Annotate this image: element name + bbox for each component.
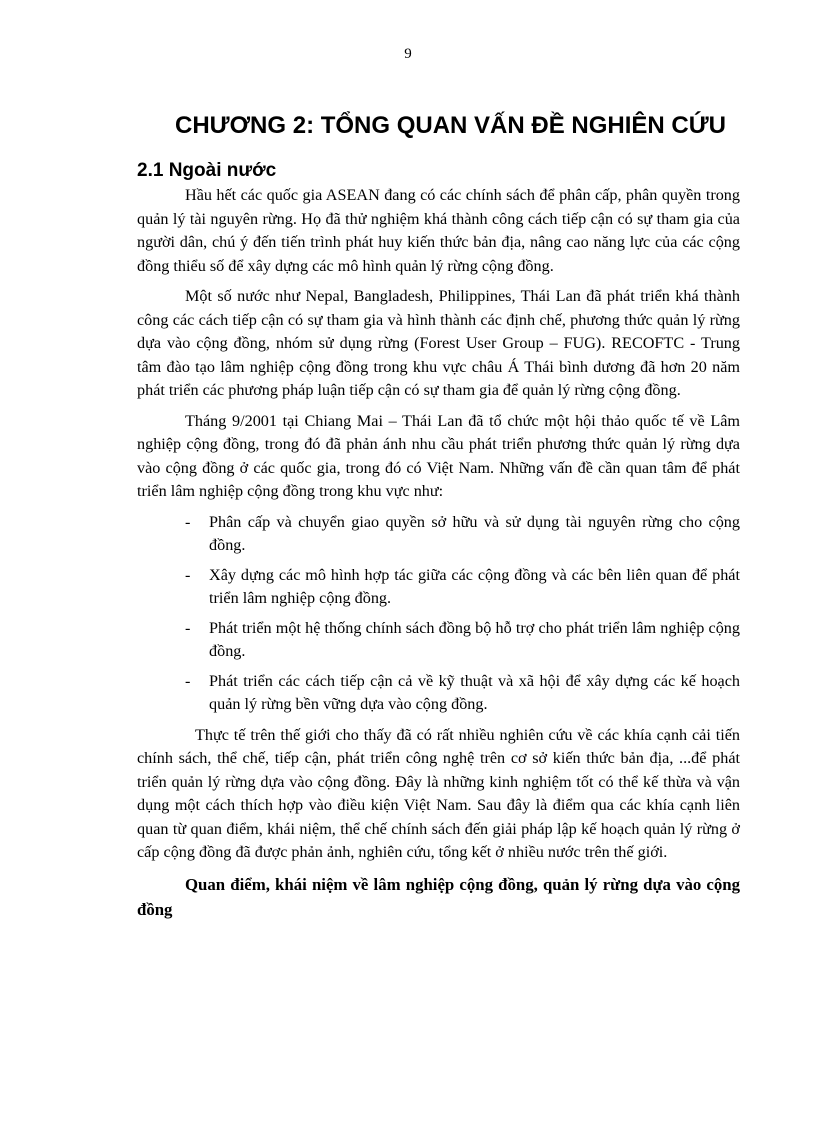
bullet-dash: -: [185, 565, 191, 584]
list-item: [137, 670, 740, 717]
bullet-dash: -: [185, 671, 191, 690]
paragraph: Thực tế trên thế giới cho thấy đã có rất nhiều nghiên cứu về các khía cạnh cải tiến chính sách, thể chế, tiếp cận, phát triển công nghệ trên cơ sở kiến thức bản địa, ...để phát triển quản lý rừng dựa vào cộng đồng. Đây là những kinh nghiệm tốt có thể kế thừa và vận dụng một cách thích hợp vào điều kiện Việt Nam. Sau đây là điểm qua các khía cạnh liên quan từ quan điểm, khái niệm, thể chế chính sách đến giải pháp lập kế hoạch quản lý rừng ở cấp cộng đồng đã được phản ảnh, nghiên cứu, tổng kết ở nhiều nước trên thế giới.: [137, 725, 740, 861]
paragraph: Tháng 9/2001 tại Chiang Mai – Thái Lan đã tổ chức một hội thảo quốc tế về Lâm nghiệp cộng đồng, trong đó đã phản ánh nhu cầu phát triển phương thức quản lý rừng dựa vào cộng đồng ở các quốc gia, trong đó có Việt Nam. Những vấn đề cần quan tâm để phát triển lâm nghiệp cộng đồng trong khu vực như:: [137, 411, 740, 500]
section-title: 2.1 Ngoài nước: [137, 160, 277, 181]
body-text: [137, 184, 740, 922]
list-item-text: Phân cấp và chuyển giao quyền sở hữu và sử dụng tài nguyên rừng cho cộng đồng.: [209, 512, 740, 554]
list-item-text: Xây dựng các mô hình hợp tác giữa các cộng đồng và các bên liên quan để phát triển lâm nghiệp cộng đồng.: [209, 565, 740, 607]
list-item: [137, 564, 740, 611]
paragraph: Một số nước như Nepal, Bangladesh, Philippines, Thái Lan đã phát triển khá thành công các cách tiếp cận có sự tham gia và hình thành các định chế, phương thức quản lý rừng dựa vào cộng đồng, nhóm sử dụng rừng (Forest User Group – FUG). RECOFTC - Trung tâm đào tạo lâm nghiệp cộng đồng trong khu vực châu Á Thái bình dương đã hơn 20 năm phát triển các phương pháp luận tiếp cận có sự tham gia để quản lý rừng cộng đồng.: [137, 287, 740, 399]
list-item: [137, 617, 740, 664]
bullet-dash: -: [185, 512, 191, 531]
list-item-text: Phát triển một hệ thống chính sách đồng bộ hỗ trợ cho phát triển lâm nghiệp cộng đồng.: [209, 618, 740, 660]
subsection-heading: Quan điểm, khái niệm về lâm nghiệp cộng đồng, quản lý rừng dựa vào cộng đồng: [137, 874, 740, 919]
bullet-list: [137, 511, 740, 717]
bullet-dash: -: [185, 618, 191, 637]
chapter-title: CHƯƠNG 2: TỔNG QUAN VẤN ĐỀ NGHIÊN CỨU: [175, 112, 726, 139]
list-item-text: Phát triển các cách tiếp cận cả về kỹ thuật và xã hội để xây dựng các kế hoạch quản lý rừng bền vững dựa vào cộng đồng.: [209, 671, 740, 713]
list-item: [137, 511, 740, 558]
page-number: 9: [404, 46, 412, 62]
paragraph: Hầu hết các quốc gia ASEAN đang có các chính sách để phân cấp, phân quyền trong quản lý tài nguyên rừng. Họ đã thử nghiệm khá thành công cách tiếp cận có sự tham gia của người dân, chú ý đến tiến trình phát huy kiến thức bản địa, nâng cao năng lực của các cộng đồng thiểu số để xây dựng các mô hình quản lý rừng cộng đồng.: [137, 186, 740, 275]
